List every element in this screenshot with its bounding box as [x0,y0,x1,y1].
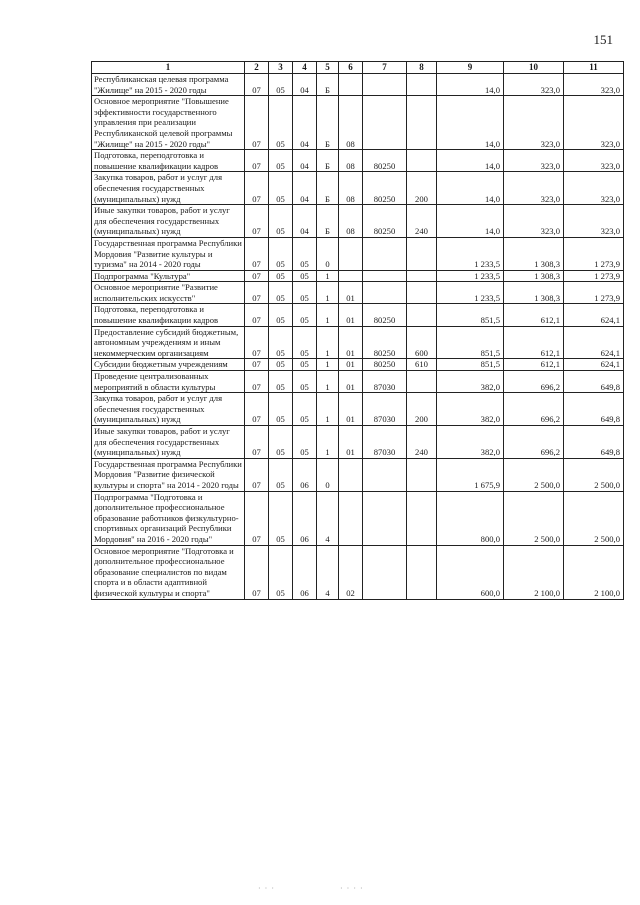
cell-c6: 01 [339,326,363,359]
cell-v10: 1 308,3 [504,270,564,282]
cell-c4: 05 [293,326,317,359]
cell-c3: 05 [269,74,293,96]
cell-v11: 323,0 [564,172,624,205]
row-name-text: Закупка товаров, работ и услуг для обеспечения государственных (муниципальных) нужд [94,172,223,204]
cell-c3: 05 [269,205,293,238]
cell-c2: 07 [245,205,269,238]
cell-v10: 696,2 [504,371,564,393]
cell-c5: 1 [317,282,339,304]
cell-c8 [407,304,437,326]
cell-c2: 07 [245,172,269,205]
cell-c7 [363,270,407,282]
row-name [92,282,245,304]
table-row [92,326,624,359]
cell-v11: 2 500,0 [564,491,624,545]
cell-c5: 1 [317,393,339,426]
cell-c2: 07 [245,491,269,545]
cell-c7 [363,491,407,545]
cell-c2: 07 [245,74,269,96]
row-name-text: Подпрограмма "Подготовка и дополнительное профессиональное образование работников физкультурно-спортивных организаций Республики Мордовия" на 2016 - 2020 годы" [94,491,239,544]
cell-c8: 610 [407,359,437,371]
cell-v11: 624,1 [564,359,624,371]
row-name [92,359,245,371]
page-number: 151 [593,32,613,47]
cell-c8 [407,150,437,172]
header-row [92,62,624,74]
cell-v10: 2 500,0 [504,491,564,545]
column-header: 10 [504,62,564,74]
cell-c6: 08 [339,172,363,205]
cell-v11: 1 273,9 [564,237,624,270]
cell-c4: 04 [293,96,317,150]
cell-c8: 240 [407,205,437,238]
table-row [92,74,624,96]
table-row [92,458,624,491]
table-row [92,282,624,304]
cell-c5: Б [317,96,339,150]
cell-c2: 07 [245,545,269,599]
cell-c3: 05 [269,172,293,205]
cell-c7: 87030 [363,393,407,426]
scan-artifact: · · · · [340,884,364,893]
cell-v9: 1 233,5 [437,282,504,304]
cell-v9: 14,0 [437,96,504,150]
cell-v9: 1 233,5 [437,270,504,282]
table-row [92,491,624,545]
row-name [92,96,245,150]
cell-v11: 649,8 [564,393,624,426]
cell-v10: 1 308,3 [504,282,564,304]
column-header: 11 [564,62,624,74]
cell-c7 [363,282,407,304]
cell-v11: 1 273,9 [564,282,624,304]
cell-c7: 80250 [363,172,407,205]
cell-c2: 07 [245,270,269,282]
table-row [92,237,624,270]
cell-c8: 200 [407,393,437,426]
column-header: 1 [92,62,245,74]
row-name-text: Субсидии бюджетным учреждениям [94,359,228,370]
cell-v9: 14,0 [437,74,504,96]
cell-v10: 612,1 [504,359,564,371]
cell-c4: 05 [293,371,317,393]
cell-c5: 4 [317,545,339,599]
cell-c2: 07 [245,326,269,359]
cell-c3: 05 [269,326,293,359]
cell-c7: 80250 [363,150,407,172]
row-name [92,172,245,205]
cell-v9: 1 675,9 [437,458,504,491]
cell-v10: 696,2 [504,426,564,459]
cell-c7: 80250 [363,205,407,238]
cell-c7 [363,458,407,491]
cell-c2: 07 [245,458,269,491]
row-name-text: Основное мероприятие "Повышение эффективности государственного управления при реализации Республиканской целевой программы "Жилище" на 2015 - 2020 годы" [94,96,233,149]
cell-c8 [407,96,437,150]
cell-c8: 600 [407,326,437,359]
cell-c3: 05 [269,545,293,599]
cell-c2: 07 [245,371,269,393]
cell-c2: 07 [245,304,269,326]
row-name-text: Иные закупки товаров, работ и услуг для обеспечения государственных (муниципальных) нужд [94,205,230,237]
cell-c3: 05 [269,150,293,172]
budget-table [91,61,624,600]
cell-c7 [363,237,407,270]
cell-v10: 2 100,0 [504,545,564,599]
cell-c4: 05 [293,359,317,371]
cell-v10: 323,0 [504,150,564,172]
cell-c8: 240 [407,426,437,459]
cell-c3: 05 [269,270,293,282]
cell-v10: 612,1 [504,304,564,326]
row-name-text: Закупка товаров, работ и услуг для обеспечения государственных (муниципальных) нужд [94,393,223,425]
cell-c5: 1 [317,304,339,326]
table-row [92,545,624,599]
cell-c5: 1 [317,270,339,282]
row-name-text: Подпрограмма "Культура" [94,270,191,281]
cell-v11: 323,0 [564,74,624,96]
row-name-text: Подготовка, переподготовка и повышение квалификации кадров [94,304,219,326]
cell-c5: 1 [317,426,339,459]
cell-v10: 612,1 [504,326,564,359]
cell-c6: 08 [339,96,363,150]
cell-c6 [339,491,363,545]
cell-c3: 05 [269,237,293,270]
column-header: 3 [269,62,293,74]
row-name-text: Предоставление субсидий бюджетным, автономным учреждениям и иным некоммерческим организациям [94,326,239,358]
cell-c5: 1 [317,326,339,359]
cell-c6: 01 [339,282,363,304]
cell-v11: 624,1 [564,326,624,359]
cell-v11: 649,8 [564,426,624,459]
cell-v10: 696,2 [504,393,564,426]
cell-c6 [339,237,363,270]
cell-c6: 08 [339,205,363,238]
cell-c2: 07 [245,393,269,426]
column-header: 9 [437,62,504,74]
cell-v9: 382,0 [437,393,504,426]
cell-v9: 382,0 [437,426,504,459]
cell-c8 [407,545,437,599]
row-name-text: Государственная программа Республики Мордовия "Развитие физической культуры и спорта" на 2014 - 2020 годы [94,458,242,490]
cell-v10: 323,0 [504,96,564,150]
cell-c2: 07 [245,426,269,459]
table-row [92,426,624,459]
cell-v9: 14,0 [437,172,504,205]
cell-c7: 87030 [363,426,407,459]
cell-v11: 323,0 [564,96,624,150]
cell-c4: 06 [293,545,317,599]
cell-c5: 0 [317,237,339,270]
cell-c6 [339,270,363,282]
cell-v11: 649,8 [564,371,624,393]
cell-v9: 800,0 [437,491,504,545]
column-header: 7 [363,62,407,74]
cell-c3: 05 [269,491,293,545]
row-name-text: Государственная программа Республики Мордовия "Развитие культуры и туризма" на 2014 - 2020 годы [94,237,242,270]
row-name [92,270,245,282]
cell-c2: 07 [245,150,269,172]
cell-c5: Б [317,74,339,96]
cell-c5: 4 [317,491,339,545]
cell-v10: 323,0 [504,74,564,96]
cell-c8: 200 [407,172,437,205]
cell-c4: 05 [293,237,317,270]
cell-v11: 323,0 [564,150,624,172]
cell-v11: 2 100,0 [564,545,624,599]
row-name [92,304,245,326]
cell-v9: 382,0 [437,371,504,393]
row-name-text: Республиканская целевая программа "Жилище" на 2015 - 2020 годы [94,74,229,95]
cell-c6: 01 [339,393,363,426]
table-row [92,304,624,326]
cell-c8 [407,282,437,304]
cell-c8 [407,371,437,393]
cell-v9: 851,5 [437,359,504,371]
cell-c5: 1 [317,359,339,371]
table-row [92,270,624,282]
row-name [92,491,245,545]
cell-c7 [363,545,407,599]
cell-c5: 0 [317,458,339,491]
cell-c6: 08 [339,150,363,172]
cell-c4: 05 [293,304,317,326]
table-row [92,205,624,238]
cell-v9: 851,5 [437,304,504,326]
table-body [92,74,624,600]
cell-v11: 323,0 [564,205,624,238]
table-row [92,96,624,150]
cell-c4: 05 [293,393,317,426]
cell-c6 [339,74,363,96]
table-row [92,172,624,205]
cell-v11: 1 273,9 [564,270,624,282]
cell-c3: 05 [269,458,293,491]
cell-c6: 02 [339,545,363,599]
row-name [92,393,245,426]
cell-c8 [407,270,437,282]
cell-c5: Б [317,172,339,205]
cell-c6: 01 [339,359,363,371]
cell-c7: 80250 [363,326,407,359]
row-name [92,150,245,172]
row-name [92,74,245,96]
cell-v10: 323,0 [504,205,564,238]
cell-v11: 2 500,0 [564,458,624,491]
row-name-text: Иные закупки товаров, работ и услуг для обеспечения государственных (муниципальных) нужд [94,426,230,458]
cell-c8 [407,491,437,545]
cell-c4: 05 [293,426,317,459]
table-row [92,150,624,172]
row-name-text: Основное мероприятие "Подготовка и дополнительное профессиональное образование специалистов по видам спорта и в области адаптивной физической культуры и спорта" [94,545,234,598]
cell-c5: Б [317,205,339,238]
cell-c2: 07 [245,237,269,270]
cell-c6 [339,458,363,491]
cell-v10: 2 500,0 [504,458,564,491]
cell-c3: 05 [269,359,293,371]
cell-v11: 624,1 [564,304,624,326]
cell-c3: 05 [269,96,293,150]
column-header: 2 [245,62,269,74]
cell-c2: 07 [245,359,269,371]
cell-c3: 05 [269,304,293,326]
cell-v9: 14,0 [437,205,504,238]
cell-c8 [407,74,437,96]
scan-artifact: · · · [258,884,275,893]
cell-c5: Б [317,150,339,172]
cell-v9: 1 233,5 [437,237,504,270]
table-row [92,359,624,371]
cell-c7 [363,96,407,150]
cell-c8 [407,237,437,270]
cell-v9: 14,0 [437,150,504,172]
column-header: 6 [339,62,363,74]
cell-c7: 80250 [363,359,407,371]
cell-c4: 04 [293,74,317,96]
row-name-text: Проведение централизованных мероприятий в области культуры [94,371,216,392]
row-name [92,426,245,459]
table-row [92,371,624,393]
cell-c4: 06 [293,458,317,491]
cell-c4: 04 [293,150,317,172]
cell-v9: 600,0 [437,545,504,599]
cell-c7 [363,74,407,96]
cell-c4: 05 [293,270,317,282]
column-header: 4 [293,62,317,74]
cell-c6: 01 [339,304,363,326]
cell-c3: 05 [269,426,293,459]
column-header: 5 [317,62,339,74]
cell-c2: 07 [245,282,269,304]
row-name [92,205,245,238]
row-name-text: Подготовка, переподготовка и повышение квалификации кадров [94,150,219,171]
cell-c4: 04 [293,205,317,238]
cell-c7: 87030 [363,371,407,393]
cell-c3: 05 [269,371,293,393]
cell-c6: 01 [339,371,363,393]
cell-c4: 04 [293,172,317,205]
cell-c8 [407,458,437,491]
cell-c4: 06 [293,491,317,545]
row-name [92,326,245,359]
cell-c5: 1 [317,371,339,393]
row-name [92,237,245,270]
cell-v10: 323,0 [504,172,564,205]
cell-c6: 01 [339,426,363,459]
row-name [92,458,245,491]
table-row [92,393,624,426]
cell-v10: 1 308,3 [504,237,564,270]
row-name-text: Основное мероприятие "Развитие исполнительских искусств" [94,282,218,303]
row-name [92,371,245,393]
cell-c4: 05 [293,282,317,304]
cell-c3: 05 [269,282,293,304]
cell-c7: 80250 [363,304,407,326]
cell-v9: 851,5 [437,326,504,359]
column-header: 8 [407,62,437,74]
row-name [92,545,245,599]
cell-c3: 05 [269,393,293,426]
cell-c2: 07 [245,96,269,150]
